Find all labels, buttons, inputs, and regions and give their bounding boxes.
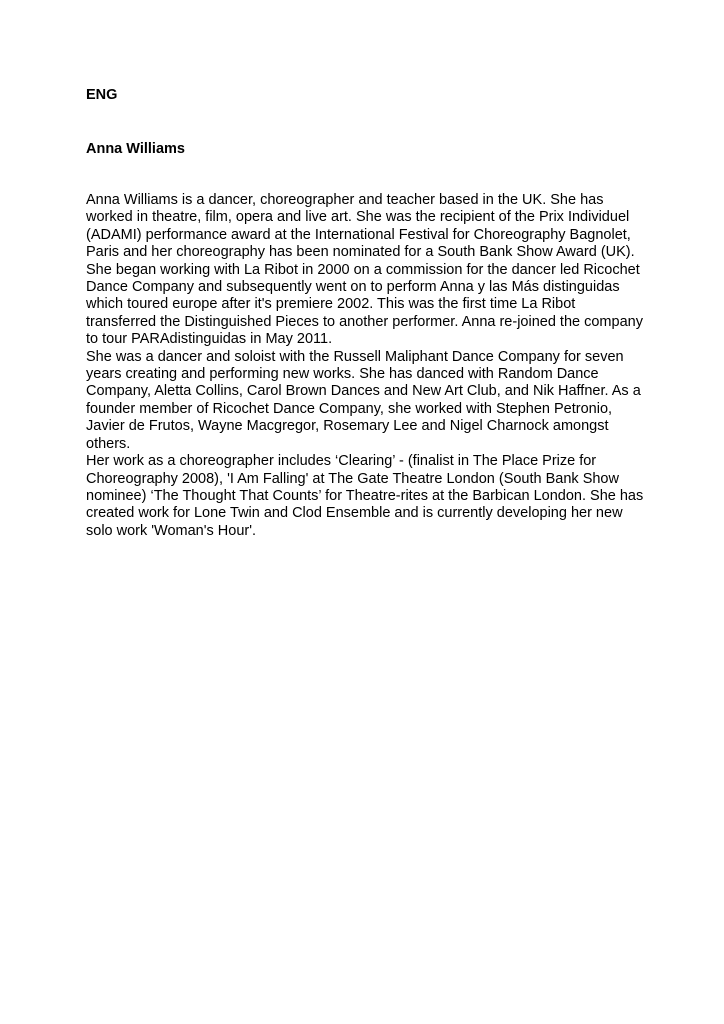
document-page [86, 86, 646, 540]
biography-text [86, 192, 646, 540]
biography-paragraph: Anna Williams is a dancer, choreographer and teacher based in the UK. She has worked in theatre, film, opera and live art. She was the recipient of the Prix Individuel (ADAMI) performance award at the International Festival for Choreography Bagnolet, Paris and her choreography has been nominated for a South Bank Show Award (UK). [86, 192, 635, 261]
page-title: Anna Williams [86, 141, 185, 157]
biography-paragraph: She began working with La Ribot in 2000 on a commission for the dancer led Ricochet Dance Company and subsequently went on to perform Anna y las Más distinguidas which toured europe after it's premiere 2002. This was the first time La Ribot transferred the Distinguished Pieces to another performer. Anna re-joined the company to tour PARAdistinguidas in May 2011. [86, 261, 643, 348]
language-label: ENG [86, 87, 118, 103]
biography-paragraph: Her work as a choreographer includes ‘Clearing’ - (finalist in The Place Prize for Choreography 2008), 'I Am Falling' at The Gate Theatre London (South Bank Show nominee) ‘The Thought That Counts’ for Theatre-rites at the Barbican London. She has created work for Lone Twin and Clod Ensemble and is currently developing her new solo work 'Woman's Hour'. [86, 453, 644, 539]
biography-paragraph: She was a dancer and soloist with the Russell Maliphant Dance Company for seven years creating and performing new works. She has danced with Random Dance Company, Aletta Collins, Carol Brown Dances and New Art Club, and Nik Haffner. As a founder member of Ricochet Dance Company, she worked with Stephen Petronio, Javier de Frutos, Wayne Macgregor, Rosemary Lee and Nigel Charnock amongst others. [86, 348, 641, 452]
